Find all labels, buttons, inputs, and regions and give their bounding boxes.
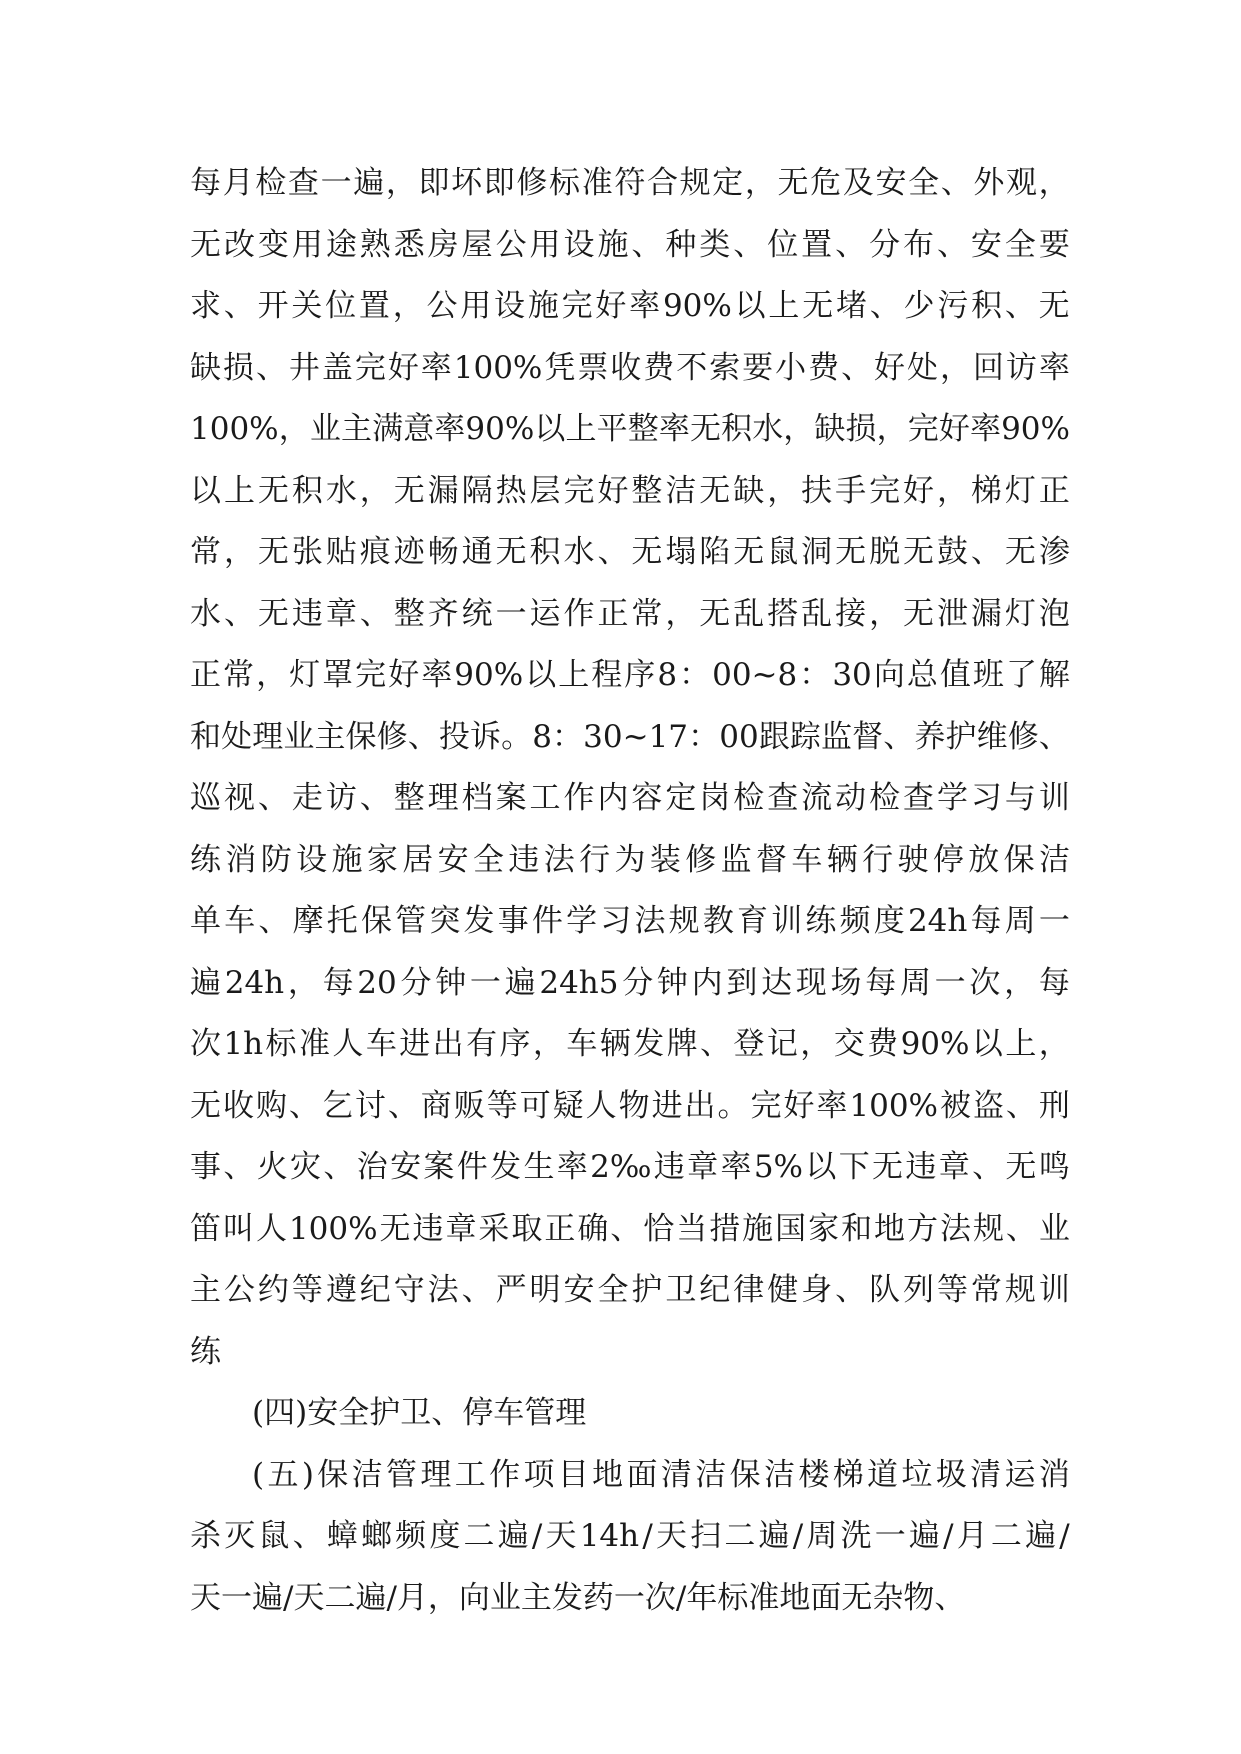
paragraph [190,1445,1070,1630]
text-line: 事 、 火 灾 、 治 安 案 件 发 生 率 2‰ 违 章 率 5% 以 下 无 违 章 、 无 鸣 [190,1149,1070,1185]
text-line: 遍 24h ， 每 20 分 钟 一 遍 24h5 分 钟 内 到 达 现 场 每 周 一 次 ， 每 [190,964,1070,1001]
text-line: (四)安全护卫、停车管理 [252,1395,587,1431]
text-line: 以 上 无 积 水 ， 无 漏 隔 热 层 完 好 整 洁 无 缺 ， 扶 手 完 好 ， 梯 灯 正 [190,472,1070,509]
paragraph [190,153,1070,1383]
text-line: 次 1h 标 准 人 车 进 出 有 序 ， 车 辆 发 牌 、 登 记 ， 交 费 90% 以 上 ， [190,1026,1070,1062]
text-line: 无 收 购 、 乞 讨 、 商 贩 等 可 疑 人 物 进 出 。 完 好 率 100% 被 盗 、 刑 [190,1087,1070,1124]
text-line: 主 公 约 等 遵 纪 守 法 、 严 明 安 全 护 卫 纪 律 健 身 、 队 列 等 常 规 训 [190,1272,1070,1308]
text-line: 每 月 检 查 一 遍 ， 即 坏 即 修 标 准 符 合 规 定 ， 无 危 及 安 全 、 外 观 ， [190,165,1070,201]
text-line: 练 消 防 设 施 家 居 安 全 违 法 行 为 装 修 监 督 车 辆 行 驶 停 放 保 洁 [190,841,1070,878]
text-line: 巡 视 、 走 访 、 整 理 档 案 工 作 内 容 定 岗 检 查 流 动 检 查 学 习 与 训 [190,780,1070,816]
text-line: 正 常 ， 灯 罩 完 好 率 90% 以 上 程 序 8 ： 00~8 ： 30 向 总 值 班 了 解 [190,657,1070,693]
text-line: 和 处 理 业 主 保 修 、 投 诉 。 8 ： 30~17 ： 00 跟 踪 监 督 、 养 护 维 修 、 [190,718,1070,755]
text-line: 缺 损 、 井 盖 完 好 率 100% 凭 票 收 费 不 索 要 小 费 、 好 处 ， 回 访 率 [190,349,1070,386]
text-line: 天一遍/天二遍/月，向业主发药一次/年标准地面无杂物、 [190,1579,966,1616]
text-line: 水 、 无 违 章 、 整 齐 统 一 运 作 正 常 ， 无 乱 搭 乱 接 ， 无 泄 漏 灯 泡 [190,595,1070,632]
text-line: 常 ， 无 张 贴 痕 迹 畅 通 无 积 水 、 无 塌 陷 无 鼠 洞 无 脱 无 鼓 、 无 渗 [190,534,1070,570]
text-line: ( 五 ) 保 洁 管 理 工 作 项 目 地 面 清 洁 保 洁 楼 梯 道 垃 圾 清 运 消 [252,1456,1070,1493]
text-line: 笛 叫 人 100% 无 违 章 采 取 正 确 、 恰 当 措 施 国 家 和 地 方 法 规 、 业 [190,1210,1070,1247]
text-line: 练 [190,1333,221,1370]
text-line: 单 车 、 摩 托 保 管 突 发 事 件 学 习 法 规 教 育 训 练 频 度 24h 每 周 一 [190,903,1070,939]
text-line: 求 、 开 关 位 置 ， 公 用 设 施 完 好 率 90% 以 上 无 堵 、 少 污 积 、 无 [190,288,1070,324]
text-line: 杀 灭 鼠 、 蟑 螂 频 度 二 遍 / 天 14h / 天 扫 二 遍 / 周 洗 一 遍 / 月 二 遍 / [190,1518,1070,1554]
paragraph [190,1383,1070,1445]
text-line: 无 改 变 用 途 熟 悉 房 屋 公 用 设 施 、 种 类 、 位 置 、 分 布 、 安 全 要 [190,226,1070,263]
document-body [190,153,1070,1629]
text-line: 100% ， 业 主 满 意 率 90% 以 上 平 整 率 无 积 水 ， 缺 损 ， 完 好 率 90% [190,411,1070,447]
